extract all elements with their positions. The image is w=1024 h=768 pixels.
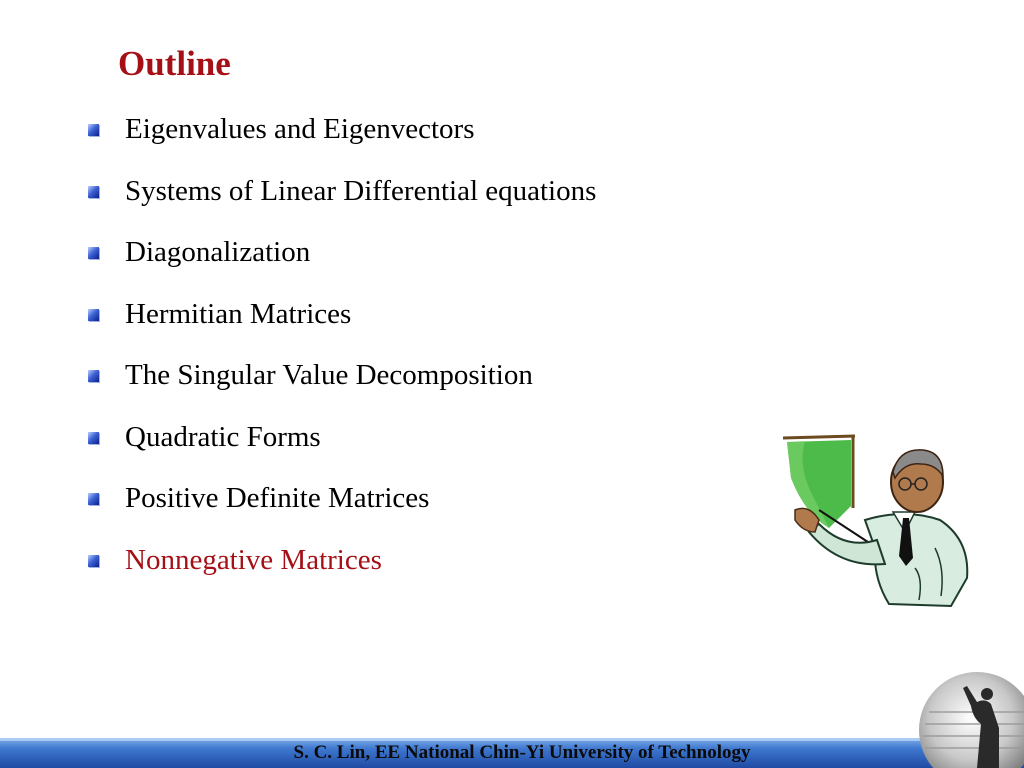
square-bullet-icon [88,432,99,444]
outline-item [88,233,596,295]
outline-item [88,295,596,357]
outline-item-label: The Singular Value Decomposition [125,359,533,391]
slide-title: Outline [118,44,231,83]
presenter-clipart-icon [765,428,980,613]
outline-item [88,418,596,480]
outline-item [88,356,596,418]
square-bullet-icon [88,370,99,382]
outline-item-label: Diagonalization [125,236,311,268]
outline-item-label: Quadratic Forms [125,420,321,453]
square-bullet-icon [88,555,99,567]
square-bullet-icon [88,124,99,136]
outline-item [88,110,596,172]
outline-item-label: Systems of Linear Differential equations [125,174,597,207]
outline-item-label: Eigenvalues and Eigenvectors [125,113,475,145]
square-bullet-icon [88,493,99,505]
outline-list [88,110,596,602]
outline-item-label: Nonnegative Matrices [125,543,382,576]
outline-item-current [88,541,596,603]
square-bullet-icon [88,186,99,198]
square-bullet-icon [88,309,99,321]
footer-credit: S. C. Lin, EE National Chin-Yi University of Technology [293,742,751,763]
outline-item [88,479,596,541]
outline-item-label: Positive Definite Matrices [125,482,430,514]
speaker-silhouette-logo-icon [915,668,1024,768]
outline-item-label: Hermitian Matrices [125,297,352,330]
square-bullet-icon [88,247,99,259]
outline-item [88,172,596,234]
